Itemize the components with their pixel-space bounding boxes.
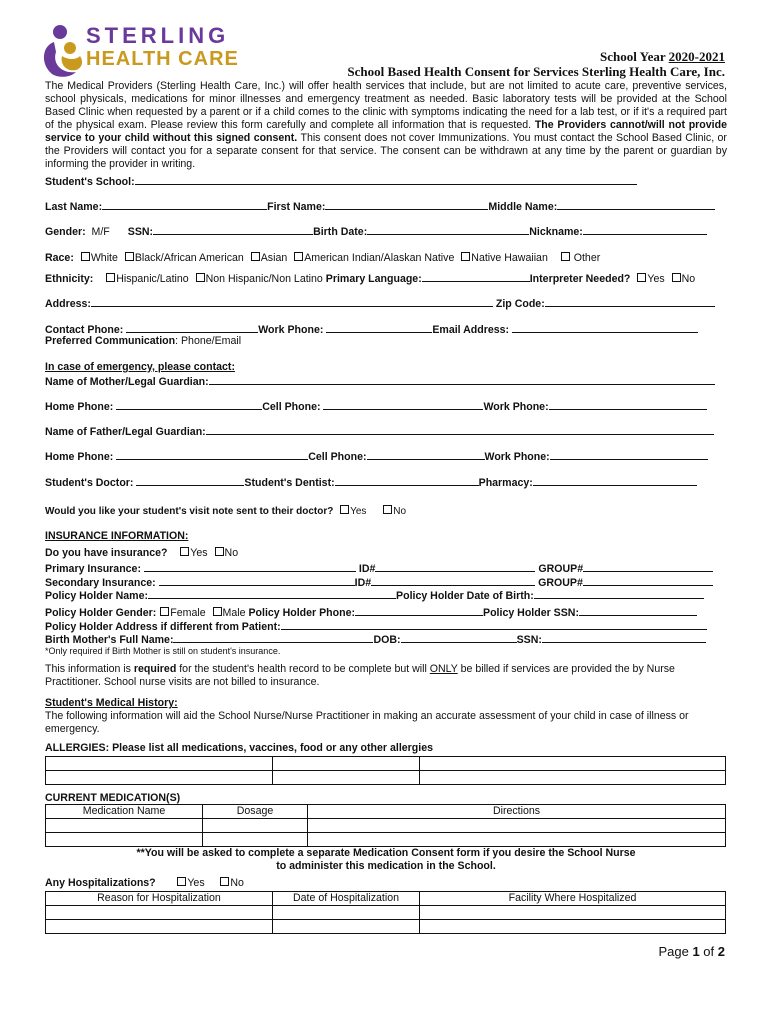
table-cell[interactable] bbox=[46, 771, 273, 785]
table-row bbox=[46, 833, 726, 847]
holder-address-field[interactable] bbox=[281, 619, 707, 630]
race-option: Other bbox=[573, 252, 601, 264]
mother-home-phone-field[interactable] bbox=[116, 399, 262, 410]
group-label: GROUP# bbox=[538, 577, 583, 589]
birth-mother-note: *Only required if Birth Mother is still on student's insurance. bbox=[45, 646, 281, 656]
address-field[interactable] bbox=[91, 296, 493, 307]
table-cell[interactable] bbox=[308, 833, 726, 847]
mother-row bbox=[45, 374, 727, 389]
primary-insurance-row bbox=[45, 561, 727, 576]
doctor-row bbox=[45, 475, 727, 490]
insurance-yes-label: Yes bbox=[190, 547, 208, 559]
hosp-yes-label: Yes bbox=[187, 877, 205, 889]
consent-note-1: **You will be asked to complete a separate Medication Consent form if you desire the School Nurse bbox=[136, 847, 636, 859]
table-header: Medication Name bbox=[46, 805, 203, 819]
preferred-comm-label: Preferred Communication bbox=[45, 335, 176, 347]
required-note-d: ONLY bbox=[429, 663, 458, 675]
holder-dob-field[interactable] bbox=[534, 588, 704, 599]
holder-name-label: Policy Holder Name: bbox=[45, 590, 149, 602]
emergency-heading: In case of emergency, please contact: bbox=[45, 361, 235, 373]
required-note bbox=[45, 663, 727, 689]
hosp-no-checkbox[interactable] bbox=[220, 877, 229, 886]
school-year-label: School Year bbox=[600, 49, 669, 64]
insurance-no-label: No bbox=[224, 547, 239, 559]
intro-text-2: This consent does not cover Immunizations. You must contact the School Based Clinic, or the Providers will contact you for a separate consent for that service. The consent can be withdrawn at any time by the parent or guardian by informing the provider in writing. bbox=[45, 132, 727, 170]
table-cell[interactable] bbox=[46, 819, 203, 833]
table-cell[interactable] bbox=[273, 920, 420, 934]
zip-label: Zip Code: bbox=[495, 298, 545, 310]
birth-mother-field[interactable] bbox=[173, 632, 373, 643]
ethnicity-row bbox=[45, 271, 727, 286]
insurance-no-checkbox[interactable] bbox=[215, 547, 224, 556]
table-cell[interactable] bbox=[308, 819, 726, 833]
birth-mother-ssn-field[interactable] bbox=[542, 632, 706, 643]
logo-figure-icon bbox=[40, 24, 84, 78]
race-black-checkbox[interactable] bbox=[125, 252, 134, 261]
table-row bbox=[46, 920, 726, 934]
race-option: American Indian/Alaskan Native bbox=[304, 252, 455, 264]
required-note-a: This information is bbox=[45, 663, 134, 675]
father-work-phone-field[interactable] bbox=[550, 449, 708, 460]
table-cell[interactable] bbox=[420, 771, 726, 785]
page-number bbox=[658, 944, 725, 959]
intro-text-1: The Medical Providers (Sterling Health Care, Inc.) will offer health services that include, but are not limited to acute care, preventive services, school physicals, medications for minor illnesses and emergency treatment as needed. Basic laboratory tests will be provided at the School Based Clinic when requested by a parent or if a child comes to the clinic with symptoms indicating the need for a lab test, or if it's a required part of the physical exam. Please review this form carefully and complete all information that is requested. bbox=[45, 80, 727, 131]
school-year bbox=[600, 49, 725, 64]
secondary-group-field[interactable] bbox=[583, 575, 713, 586]
mother-work-phone-field[interactable] bbox=[549, 399, 707, 410]
id-label: ID# bbox=[354, 577, 372, 589]
table-cell[interactable] bbox=[46, 833, 203, 847]
required-note-b: required bbox=[133, 663, 177, 675]
race-row bbox=[45, 252, 727, 265]
holder-name-field[interactable] bbox=[148, 588, 396, 599]
birth-date-label: Birth Date: bbox=[313, 226, 368, 238]
table-header: Dosage bbox=[203, 805, 308, 819]
holder-gender-row bbox=[45, 605, 727, 620]
race-white-checkbox[interactable] bbox=[81, 252, 90, 261]
race-other-checkbox[interactable] bbox=[561, 252, 570, 261]
race-option: Black/African American bbox=[134, 252, 244, 264]
table-cell[interactable] bbox=[203, 833, 308, 847]
primary-insurance-field[interactable] bbox=[144, 561, 356, 572]
cell-phone-label: Cell Phone: bbox=[262, 401, 321, 413]
race-option: Native Hawaiian bbox=[471, 252, 548, 264]
holder-dob-label: Policy Holder Date of Birth: bbox=[396, 590, 534, 602]
pharmacy-field[interactable] bbox=[533, 475, 697, 486]
interpreter-yes-checkbox[interactable] bbox=[637, 273, 646, 282]
mother-cell-phone-field[interactable] bbox=[323, 399, 483, 410]
zip-field[interactable] bbox=[545, 296, 715, 307]
history-heading: Student's Medical History: bbox=[45, 697, 178, 709]
interpreter-no-checkbox[interactable] bbox=[672, 273, 681, 282]
table-cell[interactable] bbox=[273, 906, 420, 920]
father-home-phone-field[interactable] bbox=[116, 449, 308, 460]
medications-table bbox=[45, 804, 726, 847]
table-cell[interactable] bbox=[46, 906, 273, 920]
work-phone-label: Work Phone: bbox=[258, 324, 324, 336]
table-header: Date of Hospitalization bbox=[273, 892, 420, 906]
ssn-label: SSN: bbox=[516, 634, 542, 646]
page-title: School Based Health Consent for Services Sterling Health Care, Inc. bbox=[347, 64, 725, 79]
interpreter-yes-label: Yes bbox=[647, 273, 665, 285]
name-row bbox=[45, 199, 727, 214]
race-label: Race: bbox=[45, 252, 74, 264]
insurance-heading: INSURANCE INFORMATION: bbox=[45, 530, 189, 542]
school-field[interactable] bbox=[135, 174, 637, 185]
have-insurance-row bbox=[45, 547, 727, 560]
female-label: Female bbox=[170, 607, 206, 619]
primary-group-field[interactable] bbox=[583, 561, 713, 572]
birth-mother-dob-field[interactable] bbox=[401, 632, 517, 643]
race-asian-checkbox[interactable] bbox=[251, 252, 260, 261]
insurance-yes-checkbox[interactable] bbox=[180, 547, 189, 556]
holder-phone-label: Policy Holder Phone: bbox=[248, 607, 356, 619]
table-row bbox=[46, 771, 726, 785]
preferred-comm-row bbox=[45, 335, 727, 348]
middle-name-field[interactable] bbox=[557, 199, 715, 210]
primary-insurance-label: Primary Insurance: bbox=[45, 563, 141, 575]
table-row bbox=[46, 805, 726, 819]
visit-note-row bbox=[45, 505, 727, 518]
ethnicity-label: Ethnicity: bbox=[45, 273, 94, 285]
mother-label: Name of Mother/Legal Guardian: bbox=[45, 376, 209, 388]
ssn-label: SSN: bbox=[127, 226, 154, 238]
table-cell[interactable] bbox=[420, 757, 726, 771]
primary-language-label: Primary Language: bbox=[325, 273, 422, 285]
school-label: Student's School: bbox=[45, 176, 135, 188]
table-cell[interactable] bbox=[203, 819, 308, 833]
last-name-label: Last Name: bbox=[45, 201, 103, 213]
table-cell[interactable] bbox=[273, 771, 420, 785]
hospitalizations-table bbox=[45, 891, 726, 934]
primary-id-field[interactable] bbox=[375, 561, 535, 572]
table-row bbox=[46, 906, 726, 920]
work-phone-label: Work Phone: bbox=[483, 401, 549, 413]
father-row bbox=[45, 424, 727, 439]
last-name-field[interactable] bbox=[102, 199, 267, 210]
table-header: Reason for Hospitalization bbox=[46, 892, 273, 906]
interpreter-no-label: No bbox=[681, 273, 696, 285]
preferred-comm-value: : Phone/Email bbox=[175, 335, 242, 347]
consent-note bbox=[45, 847, 727, 873]
gender-value[interactable]: M/F bbox=[91, 226, 110, 238]
secondary-insurance-label: Secondary Insurance: bbox=[45, 577, 156, 589]
hosp-label: Any Hospitalizations? bbox=[45, 877, 156, 889]
table-row bbox=[46, 892, 726, 906]
work-phone-field[interactable] bbox=[326, 322, 432, 333]
holder-ssn-label: Policy Holder SSN: bbox=[483, 607, 579, 619]
required-note-c: for the student's health record to be complete but will bbox=[176, 663, 430, 675]
dentist-field[interactable] bbox=[335, 475, 479, 486]
visit-note-yes-checkbox[interactable] bbox=[340, 505, 349, 514]
pharmacy-label: Pharmacy: bbox=[478, 477, 533, 489]
table-header: Directions bbox=[308, 805, 726, 819]
doctor-label: Student's Doctor: bbox=[45, 477, 134, 489]
secondary-insurance-field[interactable] bbox=[159, 575, 355, 586]
allergies-heading: ALLERGIES: Please list all medications, vaccines, food or any other allergies bbox=[45, 742, 433, 754]
hosp-no-label: No bbox=[230, 877, 244, 889]
history-text: The following information will aid the School Nurse/Nurse Practitioner in making an accurate assessment of your child in case of illness or emergency. bbox=[45, 710, 689, 735]
middle-name-label: Middle Name: bbox=[488, 201, 558, 213]
doctor-field[interactable] bbox=[136, 475, 244, 486]
logo bbox=[40, 22, 250, 80]
table-header: Facility Where Hospitalized bbox=[420, 892, 726, 906]
non-hispanic-checkbox[interactable] bbox=[196, 273, 205, 282]
work-phone-label: Work Phone: bbox=[484, 451, 550, 463]
dob-label: DOB: bbox=[373, 634, 401, 646]
consent-note-2: to administer this medication in the School. bbox=[276, 860, 496, 872]
race-option: White bbox=[90, 252, 118, 264]
holder-name-row bbox=[45, 588, 727, 603]
gender-row bbox=[45, 224, 727, 239]
ethnicity-option: Non Hispanic/Non Latino bbox=[205, 273, 323, 285]
logo-line1: STERLING bbox=[86, 23, 230, 48]
mother-phones-row bbox=[45, 399, 727, 414]
page-current: 1 bbox=[692, 944, 700, 959]
table-cell[interactable] bbox=[420, 920, 726, 934]
home-phone-label: Home Phone: bbox=[45, 451, 114, 463]
visit-note-no-checkbox[interactable] bbox=[383, 505, 392, 514]
ethnicity-option: Hispanic/Latino bbox=[116, 273, 189, 285]
visit-note-no-label: No bbox=[393, 506, 407, 517]
race-native-american-checkbox[interactable] bbox=[294, 252, 303, 261]
father-field[interactable] bbox=[206, 424, 714, 435]
ssn-field[interactable] bbox=[153, 224, 313, 235]
interpreter-label: Interpreter Needed? bbox=[529, 273, 631, 285]
race-hawaiian-checkbox[interactable] bbox=[461, 252, 470, 261]
primary-language-field[interactable] bbox=[422, 271, 530, 282]
page-total: 2 bbox=[717, 944, 725, 959]
father-cell-phone-field[interactable] bbox=[367, 449, 485, 460]
nickname-field[interactable] bbox=[583, 224, 707, 235]
table-cell[interactable] bbox=[46, 920, 273, 934]
dentist-label: Student's Dentist: bbox=[244, 477, 335, 489]
home-phone-label: Home Phone: bbox=[45, 401, 114, 413]
hispanic-checkbox[interactable] bbox=[106, 273, 115, 282]
male-checkbox[interactable] bbox=[213, 607, 222, 616]
father-phones-row bbox=[45, 449, 727, 464]
logo-line2: HEALTH CARE bbox=[86, 48, 239, 70]
female-checkbox[interactable] bbox=[160, 607, 169, 616]
visit-note-yes-label: Yes bbox=[350, 506, 367, 517]
holder-gender-label: Policy Holder Gender: bbox=[45, 607, 157, 619]
first-name-label: First Name: bbox=[267, 201, 326, 213]
cell-phone-label: Cell Phone: bbox=[308, 451, 367, 463]
hosp-yes-checkbox[interactable] bbox=[177, 877, 186, 886]
page-of: of bbox=[699, 944, 718, 959]
holder-ssn-field[interactable] bbox=[579, 605, 697, 616]
hosp-row bbox=[45, 877, 727, 890]
required-note-e: be billed if services are provided the by Nurse Practitioner. School nurse visits are not billed to insurance. bbox=[45, 663, 675, 688]
race-option: Asian bbox=[260, 252, 288, 264]
address-label: Address: bbox=[45, 298, 91, 310]
id-label: ID# bbox=[358, 563, 376, 575]
intro-paragraph bbox=[45, 80, 727, 171]
contact-phone-label: Contact Phone: bbox=[45, 324, 124, 336]
holder-phone-field[interactable] bbox=[355, 605, 483, 616]
medications-heading: CURRENT MEDICATION(S) bbox=[45, 792, 181, 804]
first-name-field[interactable] bbox=[325, 199, 488, 210]
email-label: Email Address: bbox=[432, 324, 510, 336]
table-cell[interactable] bbox=[273, 757, 420, 771]
table-row bbox=[46, 819, 726, 833]
contact-phone-field[interactable] bbox=[126, 322, 258, 333]
table-cell[interactable] bbox=[46, 757, 273, 771]
table-row bbox=[46, 757, 726, 771]
email-field[interactable] bbox=[512, 322, 698, 333]
secondary-id-field[interactable] bbox=[371, 575, 535, 586]
birth-mother-label: Birth Mother's Full Name: bbox=[45, 634, 174, 646]
school-row bbox=[45, 174, 727, 189]
nickname-label: Nickname: bbox=[529, 226, 583, 238]
table-cell[interactable] bbox=[420, 906, 726, 920]
holder-address-label: Policy Holder Address if different from Patient: bbox=[45, 621, 281, 633]
group-label: GROUP# bbox=[538, 563, 584, 575]
mother-field[interactable] bbox=[209, 374, 715, 385]
birth-date-field[interactable] bbox=[367, 224, 529, 235]
gender-label: Gender: bbox=[45, 226, 86, 238]
have-insurance-label: Do you have insurance? bbox=[45, 547, 168, 559]
school-year-value: 2020-2021 bbox=[668, 49, 725, 64]
intro-bold: The Providers cannot/will not provide service to your child without this signed consent. bbox=[45, 119, 727, 144]
address-row bbox=[45, 296, 727, 311]
allergies-table bbox=[45, 756, 726, 785]
visit-note-label: Would you like your student's visit note sent to their doctor? bbox=[45, 506, 334, 517]
male-label: Male bbox=[222, 607, 246, 619]
father-label: Name of Father/Legal Guardian: bbox=[45, 426, 206, 438]
page-label: Page bbox=[658, 944, 693, 959]
